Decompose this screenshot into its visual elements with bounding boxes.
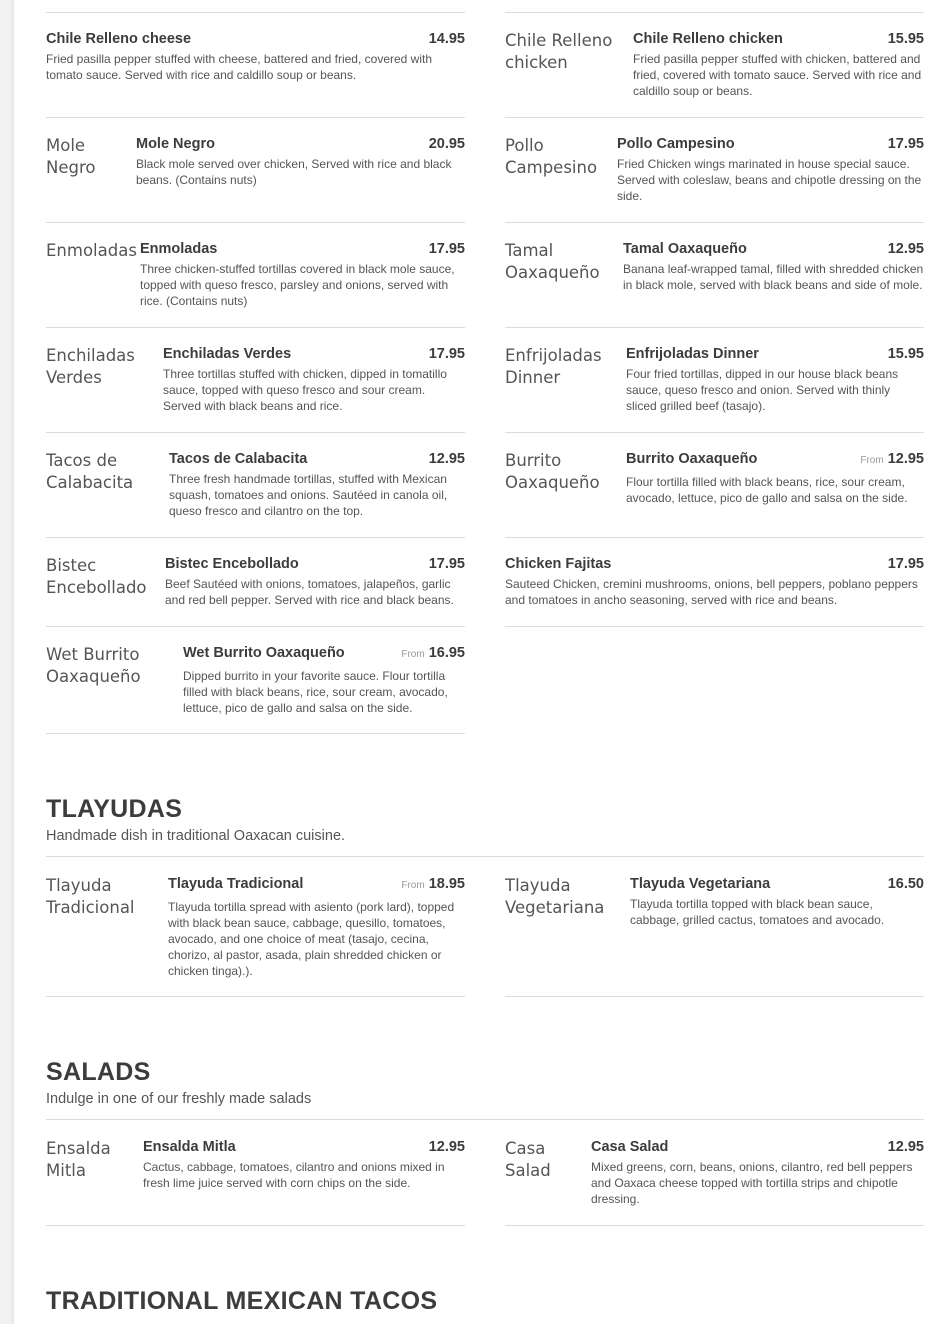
item-price: From 12.95	[860, 451, 924, 467]
menu-item[interactable]	[46, 1138, 465, 1208]
divider	[505, 626, 924, 627]
item-price: 15.95	[887, 346, 924, 362]
menu-item[interactable]	[46, 450, 465, 525]
divider	[46, 1119, 924, 1120]
item-description: Beef Sautéed with onions, tomatoes, jalapeños, garlic and red bell pepper. Served with rice and black beans.	[165, 577, 454, 607]
menu-item[interactable]	[505, 240, 924, 315]
item-image: Tlayuda Vegetariana	[505, 876, 605, 917]
item-name: Enchiladas Verdes	[163, 346, 292, 362]
menu-item[interactable]	[46, 555, 465, 615]
divider	[505, 1225, 924, 1226]
item-name: Casa Salad	[591, 1139, 669, 1155]
item-description: Fried pasilla pepper stuffed with cheese, battered and fried, covered with tomato sauce. Served with rice and caldillo soup or beans.	[46, 52, 433, 82]
item-price: 12.95	[887, 241, 924, 257]
item-name: Enmoladas	[140, 241, 218, 257]
section-title: TRADITIONAL MEXICAN TACOS	[46, 1287, 438, 1315]
item-description: Tlayuda tortilla topped with black bean sauce, cabbage, grilled cactus, tomatoes and avocado.	[630, 897, 885, 927]
item-price: 14.95	[428, 31, 465, 47]
menu-item[interactable]	[46, 240, 465, 315]
item-image: Enfrijoladas Dinner	[505, 346, 602, 387]
menu-item[interactable]	[505, 1138, 924, 1213]
divider	[505, 432, 924, 433]
item-image: Enmoladas	[46, 241, 137, 260]
price-from-label: From	[401, 880, 425, 891]
divider	[46, 856, 924, 857]
section-title: TLAYUDAS	[46, 795, 183, 823]
item-description: Four fried tortillas, dipped in our house black beans sauce, queso fresco and onion. Served with thinly sliced grilled beef (tasajo).	[626, 367, 899, 413]
item-name: Tlayuda Tradicional	[168, 876, 304, 892]
divider	[46, 1225, 465, 1226]
divider	[46, 537, 465, 538]
divider	[46, 733, 465, 734]
item-name: Chile Relleno cheese	[46, 31, 192, 47]
item-description: Fried Chicken wings marinated in house special sauce. Served with coleslaw, beans and chipotle dressing on the side.	[617, 157, 922, 203]
item-description: Three fresh handmade tortillas, stuffed with Mexican squash, tomatoes and onions. Sautéed in canola oil, queso fresco and cilantro on the top.	[169, 472, 448, 518]
item-price: 17.95	[428, 556, 465, 572]
section-subtitle: Handmade dish in traditional Oaxacan cuisine.	[46, 828, 346, 844]
divider	[505, 12, 924, 13]
item-description: Flour tortilla filled with black beans, rice, sour cream, avocado, lettuce, pico de gallo and salsa on the side.	[626, 475, 908, 505]
item-name: Wet Burrito Oaxaqueño	[183, 645, 345, 661]
item-description: Banana leaf-wrapped tamal, filled with shredded chicken in black mole, served with black beans and side of mole.	[623, 262, 924, 292]
divider	[46, 222, 465, 223]
divider	[505, 327, 924, 328]
item-price: 20.95	[428, 136, 465, 152]
menu-item[interactable]	[505, 450, 924, 520]
menu-item[interactable]	[46, 875, 465, 980]
divider	[46, 432, 465, 433]
divider	[505, 222, 924, 223]
menu-item[interactable]	[505, 345, 924, 420]
price-from-label: From	[860, 455, 884, 466]
divider	[46, 117, 465, 118]
menu-item[interactable]	[46, 135, 465, 205]
item-image: Burrito Oaxaqueño	[505, 451, 600, 492]
item-name: Tamal Oaxaqueño	[623, 241, 747, 257]
item-price: 17.95	[428, 346, 465, 362]
item-image: Tacos de Calabacita	[46, 451, 134, 492]
item-image: Tamal Oaxaqueño	[505, 241, 600, 282]
item-name: Enfrijoladas Dinner	[626, 346, 759, 362]
divider	[505, 117, 924, 118]
item-name: Tacos de Calabacita	[169, 451, 308, 467]
section-subtitle: Indulge in one of our freshly made salads	[46, 1091, 312, 1107]
price-from-label: From	[401, 649, 425, 660]
item-name: Pollo Campesino	[617, 136, 735, 152]
item-image: Wet Burrito Oaxaqueño	[46, 645, 141, 686]
item-name: Chile Relleno chicken	[633, 31, 783, 47]
item-image: Enchiladas Verdes	[46, 346, 135, 387]
item-image: Mole Negro	[46, 136, 96, 177]
divider	[46, 327, 465, 328]
item-description: Tlayuda tortilla spread with asiento (pork lard), topped with black bean sauce, cabbage, quesillo, tomatoes, avocado, and one choice of meat (tasajo, cecina, chorizo, al pastor, asada, plain shredded chicken or chicken tinga).).	[168, 900, 455, 978]
divider	[46, 996, 465, 997]
divider	[505, 537, 924, 538]
section-title: SALADS	[46, 1058, 151, 1086]
item-name: Burrito Oaxaqueño	[626, 451, 758, 467]
item-name: Bistec Encebollado	[165, 556, 299, 572]
item-price: 17.95	[887, 556, 924, 572]
item-price: From 16.95	[401, 645, 465, 661]
item-price: 15.95	[887, 31, 924, 47]
menu-item[interactable]	[505, 875, 924, 935]
item-name: Ensalda Mitla	[143, 1139, 236, 1155]
divider	[505, 996, 924, 997]
item-description: Fried pasilla pepper stuffed with chicken, battered and fried, covered with tomato sauce. Served with rice and caldillo soup or beans.	[633, 52, 922, 98]
item-price: 16.50	[887, 876, 924, 892]
item-description: Sauteed Chicken, cremini mushrooms, onions, bell peppers, poblano peppers and tomatoes in ancho seasoning, served with rice and beans.	[505, 577, 918, 607]
item-image: Chile Relleno chicken	[505, 31, 613, 72]
item-price: 12.95	[428, 1139, 465, 1155]
item-image: Ensalda Mitla	[46, 1139, 111, 1180]
menu-item[interactable]	[505, 555, 924, 615]
item-image: Pollo Campesino	[505, 136, 598, 177]
item-price: 12.95	[887, 1139, 924, 1155]
item-price: 17.95	[887, 136, 924, 152]
item-description: Three tortillas stuffed with chicken, dipped in tomatillo sauce, topped with queso fresco and sour cream. Served with black beans and rice.	[163, 367, 447, 413]
menu-item[interactable]	[46, 30, 465, 100]
item-description: Three chicken-stuffed tortillas covered in black mole sauce, topped with queso fresco, parsley and onions, served with rice. (Contains nuts)	[140, 262, 455, 308]
item-description: Dipped burrito in your favorite sauce. Flour tortilla filled with black beans, rice, sour cream, avocado, lettuce, pico de gallo and salsa on the side.	[183, 669, 448, 715]
item-description: Mixed greens, corn, beans, onions, cilantro, red bell peppers and Oaxaca cheese topped with tortilla strips and chipotle dressing.	[591, 1160, 913, 1206]
item-name: Chicken Fajitas	[505, 556, 612, 572]
item-description: Cactus, cabbage, tomatoes, cilantro and onions mixed in fresh lime juice served with corn chips on the side.	[143, 1160, 445, 1190]
item-name: Mole Negro	[136, 136, 215, 152]
divider	[46, 12, 465, 13]
item-price: From 18.95	[401, 876, 465, 892]
menu-item[interactable]	[46, 644, 465, 719]
menu-item[interactable]	[46, 345, 465, 420]
menu-item[interactable]	[505, 135, 924, 210]
item-image: Bistec Encebollado	[46, 556, 147, 597]
menu-item[interactable]	[505, 30, 924, 105]
item-image: Casa Salad	[505, 1139, 551, 1180]
item-description: Black mole served over chicken, Served with rice and black beans. (Contains nuts)	[136, 157, 452, 187]
item-price: 12.95	[428, 451, 465, 467]
item-image: Tlayuda Tradicional	[46, 876, 135, 917]
item-price: 17.95	[428, 241, 465, 257]
divider	[46, 626, 465, 627]
item-name: Tlayuda Vegetariana	[630, 876, 771, 892]
